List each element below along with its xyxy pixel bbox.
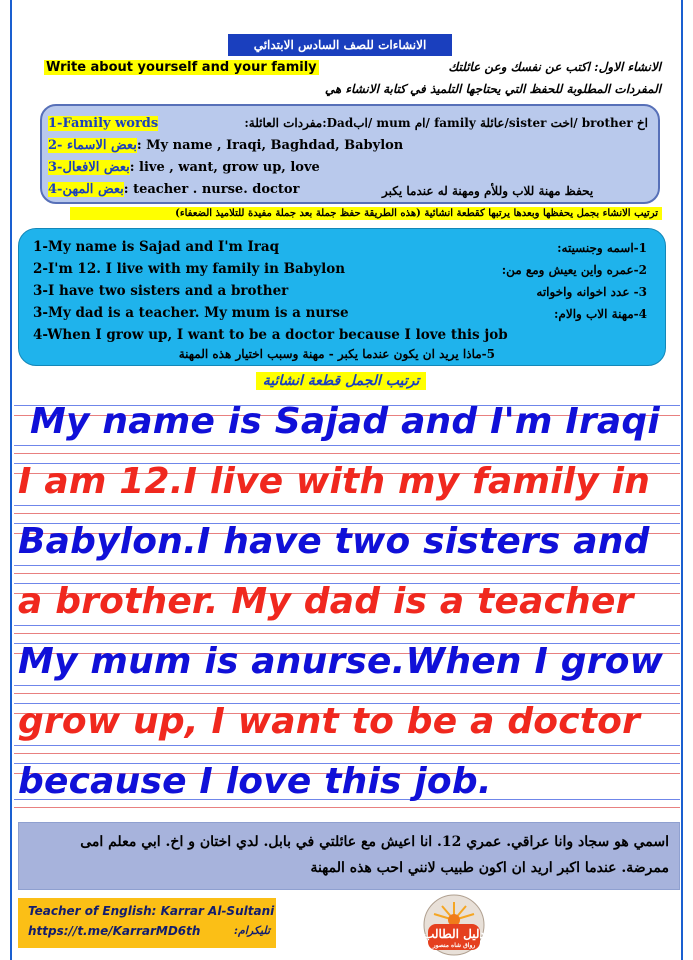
sentence-en: 3-My dad is a teacher. My mum is a nurse [33,305,349,321]
translation-box [18,822,680,890]
ruled-line [14,745,680,746]
ruled-line [14,807,680,808]
vocab-line-verbs [48,160,320,175]
handwriting-area [14,395,680,815]
teacher-name: Teacher of English: Karrar Al-Sultani [28,904,275,918]
ruled-line [14,625,680,626]
teacher-credit [18,898,276,948]
ruled-line [14,753,680,754]
first-essay-heading: الانشاء الاول: اكتب عن نفسك وعن عائلتك [448,60,661,74]
ruled-line [14,453,680,454]
paragraph-line: a brother. My dad is a teacher [18,581,634,622]
ruled-line [14,573,680,574]
sentence-en: 2-I'm 12. I live with my family in Babylon [33,261,346,277]
ruled-line [14,685,680,686]
paragraph-line: Babylon.I have two sisters and [18,521,650,562]
telegram-link[interactable]: https://t.me/KarrarMD6th [28,924,201,938]
ruled-line [14,445,680,446]
vocab-line-names [48,138,403,153]
logo-subtitle: رواق شاه منصور [432,942,476,949]
paragraph-line: My mum is anurse.When I grow [18,641,664,682]
vocab-label-names: بعض الاسماء -2 [48,138,137,153]
sentence-ar: 4-مهنة الاب والام: [553,307,647,321]
vocab-family-words: اخ brother /اخت sister/عائلة family /ام mum /ابDad:مفردات العائلة: [244,116,648,130]
paragraph-line: I am 12.I live with my family in [18,461,651,502]
sentence-ar: 1-اسمه وجنسيته: [557,241,647,255]
sentence-ar: 2-عمره واين يعيش ومع من: [501,263,647,277]
ruled-line [14,505,680,506]
vocab-label-jobs: بعض المهن-4 [48,182,124,197]
logo-title: دليل الطالب [423,927,485,941]
sentence-ar: 3- عدد اخوانه واخواته [536,285,647,299]
sentence-ar: 5-ماذا يريد ان يكون عندما يكبر - مهنة وسبب اختيار هذه المهنة [178,347,495,361]
paragraph-line: My name is Sajad and I'm Iraqi [30,401,660,442]
vocab-note: المفردات المطلوبة للحفظ التي يحتاجها التلميذ في كتابة الانشاء هي [324,82,661,96]
site-logo [420,894,488,956]
paragraph-line: grow up, I want to be a doctor [18,701,641,742]
frame-left-line [10,0,12,960]
instruction-note: ترتيب الانشاء بجمل يحفظها وبعدها يرتبها كقطعة انشائية (هذه الطريقة حفظ جملة بعد جملة مفيدة للتلاميذ الضعفاء) [70,207,662,220]
vocab-line-family [48,116,158,131]
sentence-en: 4-When I grow up, I want to be a doctor because I love this job [33,327,508,343]
ruled-line [14,633,680,634]
vocab-box [40,104,660,204]
write-prompt: Write about yourself and your family [46,60,317,75]
vocab-label-family: 1-Family words [48,116,159,131]
frame-right-line [681,0,683,960]
vocab-jobs-note: يحفظ مهنة للاب وللأم ومهنة له عندما يكبر [382,184,594,198]
ruled-line [14,513,680,514]
sentence-en: 3-I have two sisters and a brother [33,283,289,299]
arabic-translation: اسمي هو سجاد وانا عراقي. عمري 12. انا اعيش مع عائلتي في بابل. لدي اختان و اخ. ابي معلم امى ممرضة. عندما اكبر اريد ان اكون طبيب لانني احب هذه المهنة [80,834,669,876]
sentences-box [18,228,666,366]
paragraph-line: because I love this job. [18,761,492,802]
sentence-en: 1-My name is Sajad and I'm Iraq [33,239,280,255]
vocab-jobs-text: : teacher . nurse. doctor [123,182,300,197]
page-title: الانشاءات للصف السادس الابتدائي [228,34,452,56]
vocab-verbs-text: : live , want, grow up, love [129,160,320,175]
vocab-line-jobs [48,182,299,197]
telegram-label: تليكرام: [233,924,270,937]
ruled-line [14,693,680,694]
paragraph-title: ترتيب الجمل قطعة انشائية [256,372,426,390]
vocab-label-verbs: بعض الافعال-3 [48,160,130,175]
ruled-line [14,565,680,566]
vocab-names-text: : My name , Iraqi, Baghdad, Babylon [136,138,404,153]
